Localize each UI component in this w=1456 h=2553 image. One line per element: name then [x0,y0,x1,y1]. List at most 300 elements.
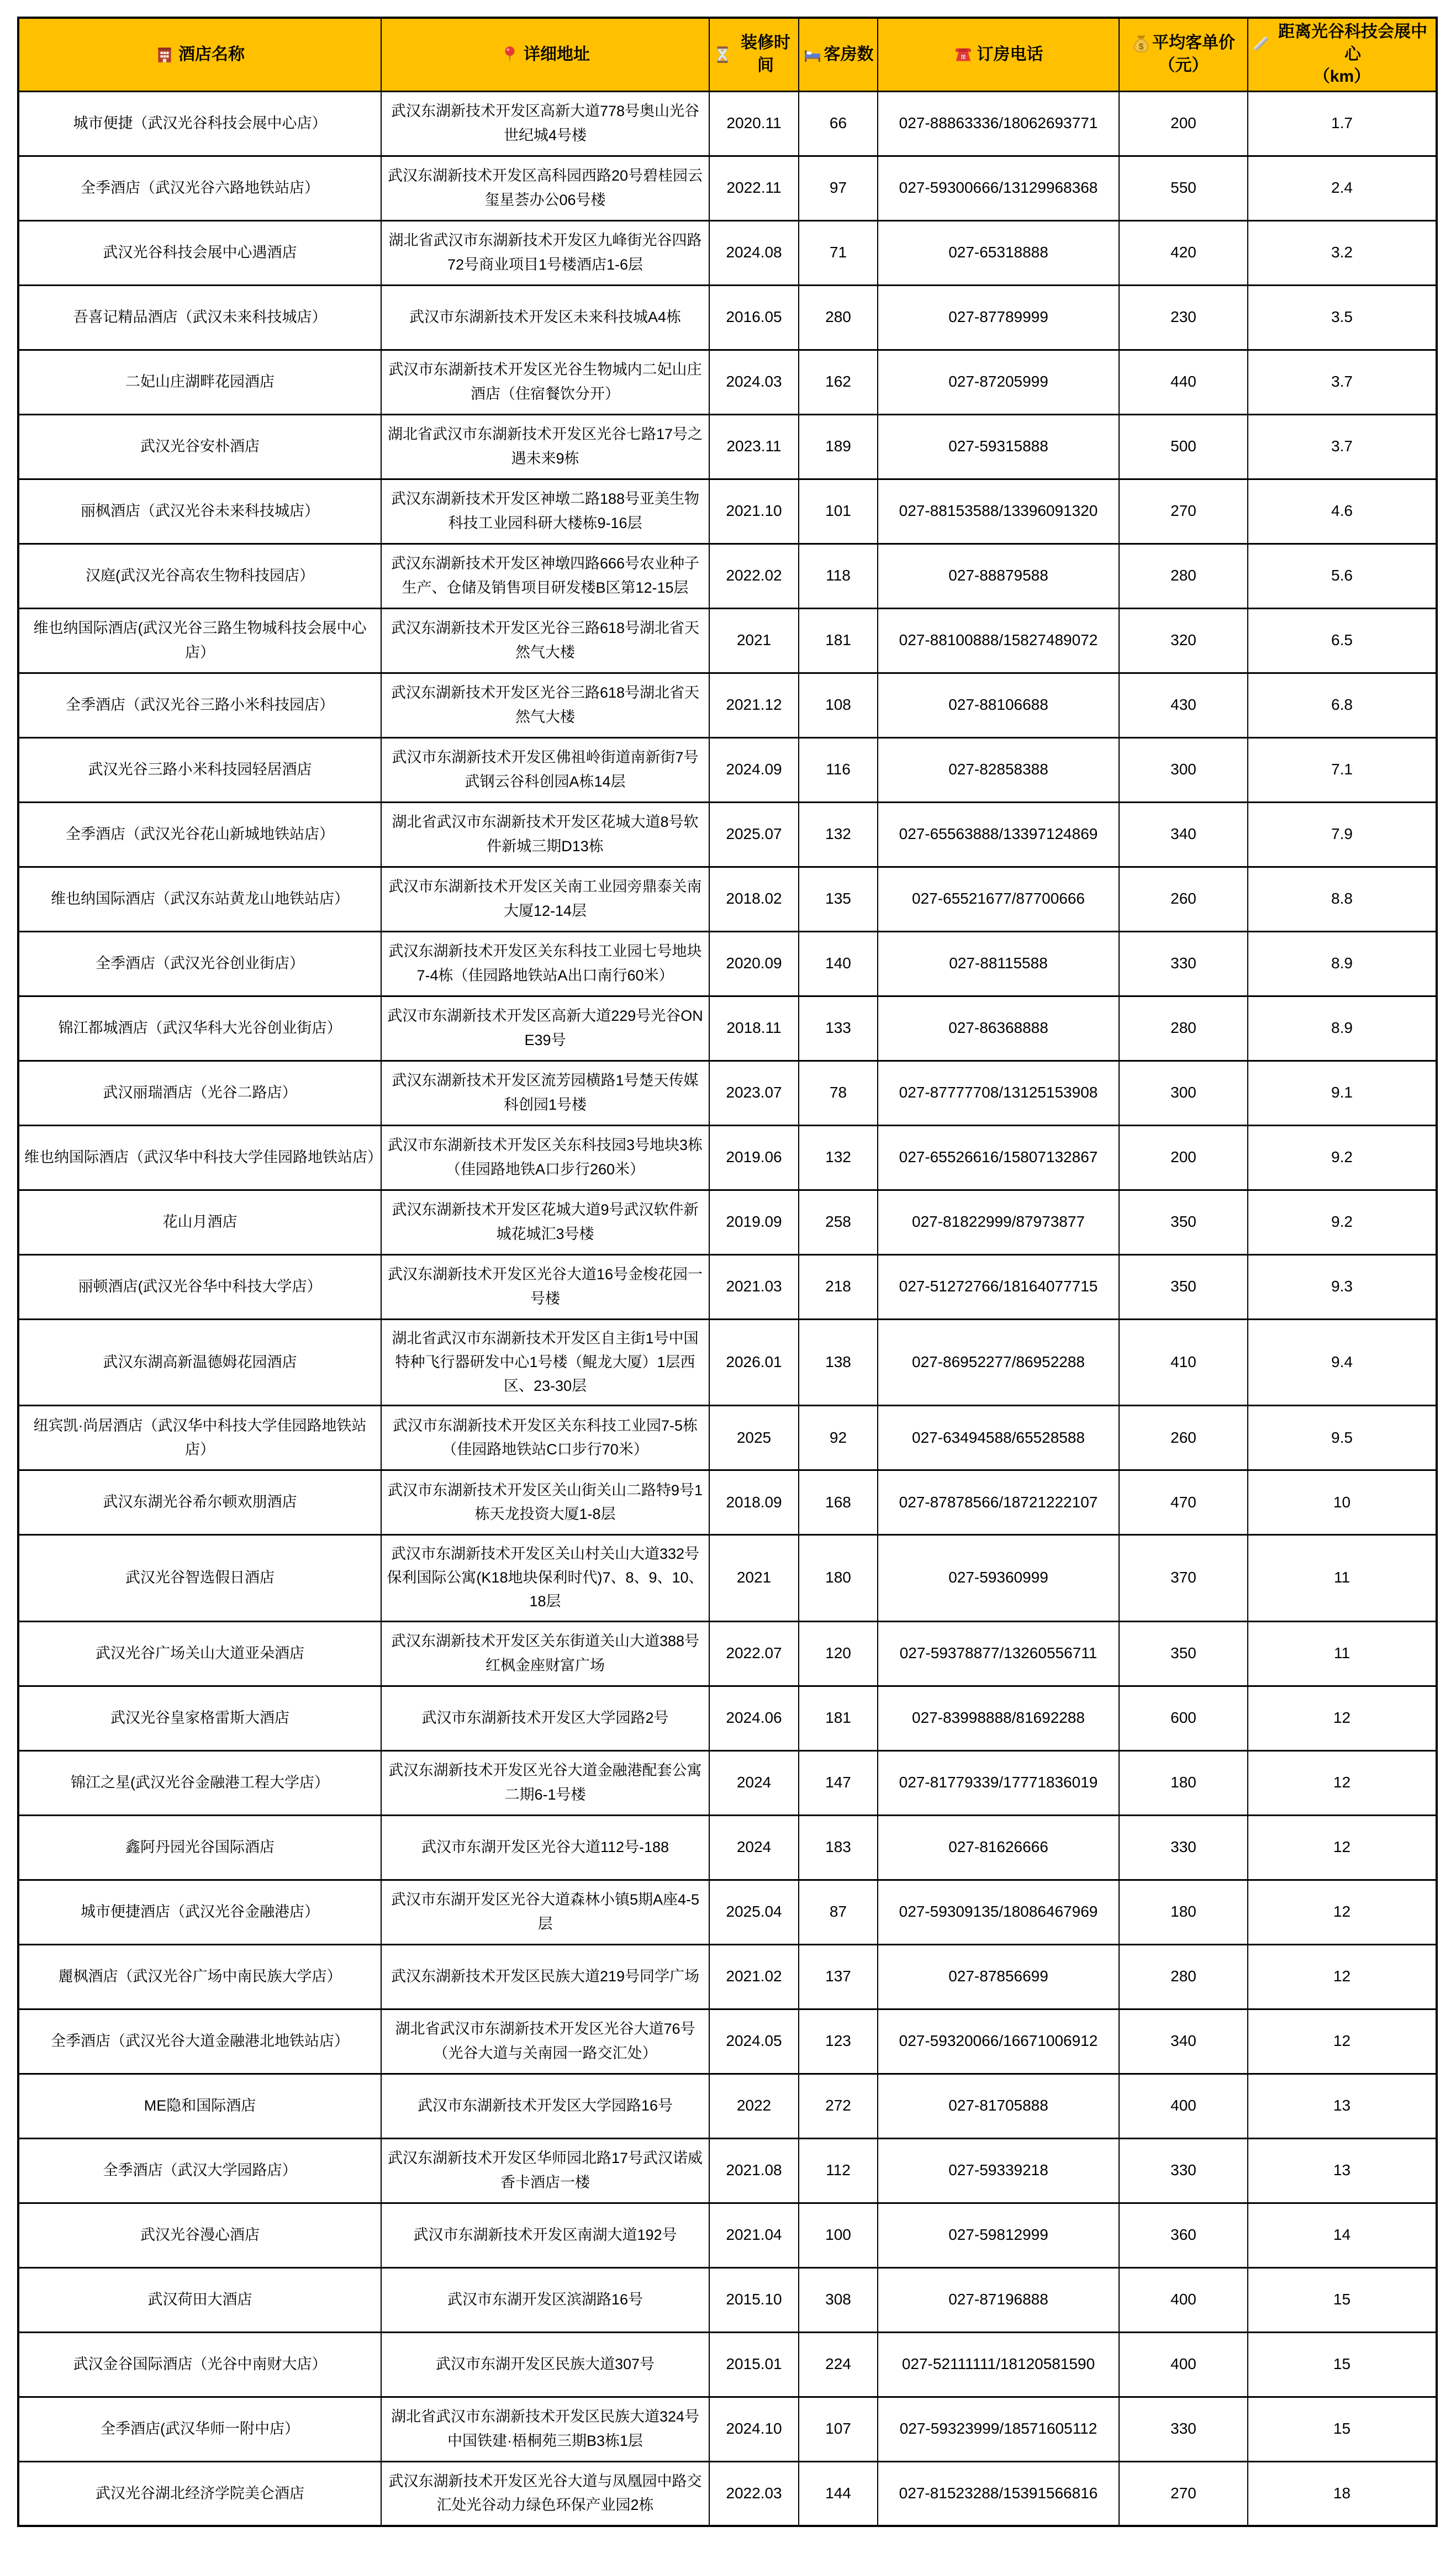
table-row [18,1535,1437,1622]
table-row [18,1686,1437,1750]
hotel-name-cell: 锦江都城酒店（武汉华科大光谷创业街店） [18,996,381,1061]
table-row [18,350,1437,414]
booking-phone-cell: 027-81779339/17771836019 [878,1750,1119,1815]
renovation-time-cell: 2024.06 [709,1686,799,1750]
address-cell: 武汉东湖新技术开发区光谷三路618号湖北省天然气大楼 [381,673,709,737]
avg-price-cell: 180 [1119,1880,1248,1944]
hotel-name-cell: 武汉光谷漫心酒店 [18,2203,381,2267]
room-count-cell: 78 [799,1061,878,1125]
address-cell: 武汉东湖新技术开发区关东科技工业园七号地块7-4栋（佳园路地铁站A出口南行60米） [381,931,709,996]
renovation-time-cell: 2021 [709,608,799,673]
table-row [18,2267,1437,2332]
distance-cell: 9.3 [1248,1254,1437,1319]
address-cell: 武汉市东湖新技术开发区佛祖岭街道南新街7号武钢云谷科创园A栋14层 [381,737,709,802]
table-row [18,737,1437,802]
table-row [18,608,1437,673]
booking-phone-cell: 027-65563888/13397124869 [878,802,1119,867]
booking-phone-cell: 027-88115588 [878,931,1119,996]
distance-cell: 12 [1248,1686,1437,1750]
avg-price-cell: 300 [1119,1061,1248,1125]
renovation-time-cell: 2025.07 [709,802,799,867]
renovation-time-cell: 2020.09 [709,931,799,996]
col-header-booking-phone [878,18,1119,91]
avg-price-cell: 180 [1119,1750,1248,1815]
table-row [18,1406,1437,1470]
hotel-name-cell: 武汉光谷三路小米科技园轻居酒店 [18,737,381,802]
hotel-name-cell: 武汉东湖高新温德姆花园酒店 [18,1319,381,1406]
address-cell: 武汉市东湖新技术开发区南湖大道192号 [381,2203,709,2267]
room-count-cell: 144 [799,2461,878,2526]
booking-phone-cell: 027-86368888 [878,996,1119,1061]
room-count-cell: 71 [799,220,878,285]
table-row [18,802,1437,867]
renovation-time-cell: 2018.09 [709,1470,799,1535]
address-cell: 武汉东湖新技术开发区光谷大道金融港配套公寓二期6-1号楼 [381,1750,709,1815]
hotel-name-cell: 全季酒店（武汉光谷大道金融港北地铁站店） [18,2009,381,2074]
table-row [18,1944,1437,2009]
avg-price-cell: 360 [1119,2203,1248,2267]
avg-price-cell: 200 [1119,91,1248,156]
distance-cell: 12 [1248,1944,1437,2009]
room-count-cell: 118 [799,544,878,608]
room-count-cell: 280 [799,285,878,350]
avg-price-cell: 440 [1119,350,1248,414]
distance-cell: 12 [1248,2009,1437,2074]
avg-price-cell: 230 [1119,285,1248,350]
renovation-time-cell: 2025.04 [709,1880,799,1944]
address-cell: 武汉东湖新技术开发区高新大道778号奥山光谷世纪城4号楼 [381,91,709,156]
col-header-label-unit: （元） [1158,56,1209,75]
address-cell: 武汉市东湖新技术开发区高新大道229号光谷ONE39号 [381,996,709,1061]
renovation-time-cell: 2024 [709,1815,799,1880]
table-row [18,1621,1437,1686]
room-count-cell: 135 [799,867,878,931]
booking-phone-cell: 027-87789999 [878,285,1119,350]
table-row [18,479,1437,544]
hotel-name-cell: 鑫阿丹园光谷国际酒店 [18,1815,381,1880]
booking-phone-cell: 027-88863336/18062693771 [878,91,1119,156]
renovation-time-cell: 2026.01 [709,1319,799,1406]
booking-phone-cell: 027-86952277/86952288 [878,1319,1119,1406]
room-count-cell: 112 [799,2138,878,2203]
distance-cell: 9.2 [1248,1125,1437,1190]
address-cell: 武汉东湖新技术开发区光谷大道16号金梭花园一号楼 [381,1254,709,1319]
col-header-label: 客房数 [824,45,874,64]
table-row [18,1190,1437,1254]
hotel-name-cell: 全季酒店（武汉大学园路店） [18,2138,381,2203]
avg-price-cell: 260 [1119,867,1248,931]
room-count-cell: 189 [799,414,878,479]
col-header-distance [1248,18,1437,91]
room-count-cell: 101 [799,479,878,544]
avg-price-cell: 400 [1119,2332,1248,2397]
table-header [18,18,1437,91]
booking-phone-cell: 027-88100888/15827489072 [878,608,1119,673]
avg-price-cell: 340 [1119,2009,1248,2074]
room-count-cell: 224 [799,2332,878,2397]
avg-price-cell: 400 [1119,2267,1248,2332]
col-header-label: 订房电话 [977,45,1043,64]
hotel-name-cell: 武汉荷田大酒店 [18,2267,381,2332]
renovation-time-cell: 2023.07 [709,1061,799,1125]
renovation-time-cell: 2018.02 [709,867,799,931]
booking-phone-cell: 027-59315888 [878,414,1119,479]
renovation-time-cell: 2024.05 [709,2009,799,2074]
hotel-name-cell: 全季酒店(武汉华师一附中店） [18,2397,381,2461]
booking-phone-cell: 027-87777708/13125153908 [878,1061,1119,1125]
renovation-time-cell: 2021.12 [709,673,799,737]
distance-cell: 13 [1248,2138,1437,2203]
col-header-label: 装修时间 [741,34,790,75]
avg-price-cell: 600 [1119,1686,1248,1750]
avg-price-cell: 350 [1119,1190,1248,1254]
room-count-cell: 258 [799,1190,878,1254]
room-count-cell: 162 [799,350,878,414]
table-row [18,1750,1437,1815]
hotel-name-cell: 纽宾凯·尚居酒店（武汉华中科技大学佳园路地铁站店） [18,1406,381,1470]
booking-phone-cell: 027-81523288/15391566816 [878,2461,1119,2526]
table-row [18,285,1437,350]
booking-phone-cell: 027-59378877/13260556711 [878,1621,1119,1686]
booking-phone-cell: 027-59360999 [878,1535,1119,1622]
hotel-name-cell: 花山月酒店 [18,1190,381,1254]
hotel-name-cell: 二妃山庄湖畔花园酒店 [18,350,381,414]
distance-cell: 12 [1248,1750,1437,1815]
distance-cell: 9.4 [1248,1319,1437,1406]
renovation-time-cell: 2019.06 [709,1125,799,1190]
distance-cell: 11 [1248,1535,1437,1622]
booking-phone-cell: 027-88879588 [878,544,1119,608]
hotel-name-cell: 维也纳国际酒店（武汉华中科技大学佳园路地铁站店） [18,1125,381,1190]
renovation-time-cell: 2021.03 [709,1254,799,1319]
renovation-time-cell: 2022.03 [709,2461,799,2526]
table-row [18,673,1437,737]
booking-phone-cell: 027-65318888 [878,220,1119,285]
distance-cell: 7.1 [1248,737,1437,802]
address-cell: 武汉东湖新技术开发区华师园北路17号武汉诺威香卡酒店一楼 [381,2138,709,2203]
distance-cell: 1.7 [1248,91,1437,156]
renovation-time-cell: 2022.02 [709,544,799,608]
distance-cell: 12 [1248,1815,1437,1880]
renovation-time-cell: 2023.11 [709,414,799,479]
table-row [18,2009,1437,2074]
renovation-time-cell: 2021 [709,1535,799,1622]
table-row [18,2074,1437,2138]
renovation-time-cell: 2016.05 [709,285,799,350]
col-header-label-unit: （km） [1313,67,1371,86]
distance-cell: 10 [1248,1470,1437,1535]
avg-price-cell: 330 [1119,931,1248,996]
room-count-cell: 308 [799,2267,878,2332]
avg-price-cell: 330 [1119,2138,1248,2203]
avg-price-cell: 430 [1119,673,1248,737]
address-cell: 武汉市东湖新技术开发区大学园路2号 [381,1686,709,1750]
distance-cell: 2.4 [1248,156,1437,220]
hotel-name-cell: 武汉光谷科技会展中心遇酒店 [18,220,381,285]
distance-cell: 3.5 [1248,285,1437,350]
distance-cell: 12 [1248,1880,1437,1944]
avg-price-cell: 300 [1119,737,1248,802]
bed-icon [803,45,822,64]
col-header-label: 酒店名称 [178,45,245,64]
address-cell: 武汉市东湖开发区民族大道307号 [381,2332,709,2397]
booking-phone-cell: 027-87878566/18721222107 [878,1470,1119,1535]
room-count-cell: 100 [799,2203,878,2267]
address-cell: 湖北省武汉市东湖新技术开发区光谷七路17号之遇未来9栋 [381,414,709,479]
distance-cell: 13 [1248,2074,1437,2138]
address-cell: 武汉市东湖新技术开发区关南工业园旁鼎泰关南大厦12-14层 [381,867,709,931]
avg-price-cell: 280 [1119,544,1248,608]
booking-phone-cell: 027-65526616/15807132867 [878,1125,1119,1190]
distance-cell: 14 [1248,2203,1437,2267]
distance-cell: 6.5 [1248,608,1437,673]
avg-price-cell: 370 [1119,1535,1248,1622]
hotel-name-cell: 城市便捷（武汉光谷科技会展中心店） [18,91,381,156]
address-cell: 武汉市东湖开发区滨湖路16号 [381,2267,709,2332]
booking-phone-cell: 027-59323999/18571605112 [878,2397,1119,2461]
room-count-cell: 123 [799,2009,878,2074]
booking-phone-cell: 027-51272766/18164077715 [878,1254,1119,1319]
distance-cell: 9.5 [1248,1406,1437,1470]
renovation-time-cell: 2024.08 [709,220,799,285]
avg-price-cell: 410 [1119,1319,1248,1406]
distance-cell: 3.7 [1248,350,1437,414]
address-cell: 武汉东湖新技术开发区光谷三路618号湖北省天然气大楼 [381,608,709,673]
renovation-time-cell: 2015.10 [709,2267,799,2332]
room-count-cell: 140 [799,931,878,996]
table-row [18,2332,1437,2397]
booking-phone-cell: 027-81626666 [878,1815,1119,1880]
distance-cell: 9.1 [1248,1061,1437,1125]
address-cell: 武汉市东湖新技术开发区关山村关山大道332号保利国际公寓(K18地块保利时代)7、8、9、10、18层 [381,1535,709,1622]
address-cell: 武汉东湖新技术开发区民族大道219号同学广场 [381,1944,709,2009]
avg-price-cell: 470 [1119,1470,1248,1535]
room-count-cell: 181 [799,608,878,673]
avg-price-cell: 350 [1119,1621,1248,1686]
col-header-label: 详细地址 [524,45,590,64]
address-cell: 武汉东湖新技术开发区流芳园横路1号楚天传媒科创园1号楼 [381,1061,709,1125]
hotel-name-cell: 维也纳国际酒店(武汉光谷三路生物城科技会展中心店） [18,608,381,673]
distance-cell: 11 [1248,1621,1437,1686]
distance-cell: 6.8 [1248,673,1437,737]
booking-phone-cell: 027-87196888 [878,2267,1119,2332]
hotel-name-cell: 全季酒店（武汉光谷三路小米科技园店） [18,673,381,737]
hotel-name-cell: 武汉光谷智选假日酒店 [18,1535,381,1622]
room-count-cell: 138 [799,1319,878,1406]
booking-phone-cell: 027-88106688 [878,673,1119,737]
table-row [18,2461,1437,2526]
booking-phone-cell: 027-82858388 [878,737,1119,802]
avg-price-cell: 280 [1119,1944,1248,2009]
address-cell: 湖北省武汉市东湖新技术开发区民族大道324号中国铁建·梧桐苑三期B3栋1层 [381,2397,709,2461]
table-row [18,1319,1437,1406]
table-row [18,2203,1437,2267]
address-cell: 武汉市东湖新技术开发区光谷生物城内二妃山庄酒店（住宿餐饮分开） [381,350,709,414]
renovation-time-cell: 2019.09 [709,1190,799,1254]
booking-phone-cell: 027-59309135/18086467969 [878,1880,1119,1944]
room-count-cell: 137 [799,1944,878,2009]
table-row [18,414,1437,479]
address-cell: 武汉市东湖新技术开发区未来科技城A4栋 [381,285,709,350]
distance-cell: 3.7 [1248,414,1437,479]
address-cell: 武汉东湖新技术开发区光谷大道与凤凰园中路交汇处光谷动力绿色环保产业园2栋 [381,2461,709,2526]
col-header-address [381,18,709,91]
hotel-name-cell: 武汉东湖光谷希尔顿欢朋酒店 [18,1470,381,1535]
renovation-time-cell: 2021.02 [709,1944,799,2009]
svg-text:$: $ [1138,42,1144,52]
room-count-cell: 168 [799,1470,878,1535]
distance-cell: 15 [1248,2332,1437,2397]
ruler-icon [1252,34,1270,53]
address-cell: 武汉市东湖新技术开发区关东科技工业园7-5栋（佳园路地铁站C口步行70米） [381,1406,709,1470]
hotel-name-cell: 锦江之星(武汉光谷金融港工程大学店） [18,1750,381,1815]
avg-price-cell: 270 [1119,479,1248,544]
booking-phone-cell: 027-59339218 [878,2138,1119,2203]
renovation-time-cell: 2024.10 [709,2397,799,2461]
renovation-time-cell: 2021.08 [709,2138,799,2203]
col-header-avg-price [1119,18,1248,91]
avg-price-cell: 260 [1119,1406,1248,1470]
avg-price-cell: 500 [1119,414,1248,479]
booking-phone-cell: 027-87205999 [878,350,1119,414]
distance-cell: 4.6 [1248,479,1437,544]
table-row [18,867,1437,931]
renovation-time-cell: 2018.11 [709,996,799,1061]
address-cell: 湖北省武汉市东湖新技术开发区花城大道8号软件新城三期D13栋 [381,802,709,867]
table-row [18,1125,1437,1190]
renovation-time-cell: 2024.09 [709,737,799,802]
room-count-cell: 107 [799,2397,878,2461]
hotel-name-cell: 维也纳国际酒店（武汉东站黄龙山地铁站店） [18,867,381,931]
renovation-time-cell: 2025 [709,1406,799,1470]
table-row [18,220,1437,285]
hotel-name-cell: 城市便捷酒店（武汉光谷金融港店） [18,1880,381,1944]
room-count-cell: 87 [799,1880,878,1944]
room-count-cell: 132 [799,802,878,867]
table-row [18,1880,1437,1944]
room-count-cell: 92 [799,1406,878,1470]
address-cell: 武汉东湖新技术开发区关东街道关山大道388号红枫金座财富广场 [381,1621,709,1686]
table-row [18,2397,1437,2461]
address-cell: 湖北省武汉市东湖新技术开发区自主街1号中国特种飞行器研发中心1号楼（鲲龙大厦）1层西区、23-30层 [381,1319,709,1406]
phone-icon [954,45,973,64]
booking-phone-cell: 027-81822999/87973877 [878,1190,1119,1254]
hotel-icon [155,45,174,64]
hotel-name-cell: 吾喜记精品酒店（武汉未来科技城店） [18,285,381,350]
booking-phone-cell: 027-87856699 [878,1944,1119,2009]
renovation-time-cell: 2021.10 [709,479,799,544]
distance-cell: 5.6 [1248,544,1437,608]
renovation-time-cell: 2024 [709,1750,799,1815]
address-cell: 武汉市东湖新技术开发区大学园路16号 [381,2074,709,2138]
room-count-cell: 218 [799,1254,878,1319]
hotel-name-cell: 全季酒店（武汉光谷创业街店） [18,931,381,996]
avg-price-cell: 350 [1119,1254,1248,1319]
table-row [18,2138,1437,2203]
address-cell: 湖北省武汉市东湖新技术开发区九峰街光谷四路72号商业项目1号楼酒店1-6层 [381,220,709,285]
room-count-cell: 132 [799,1125,878,1190]
room-count-cell: 116 [799,737,878,802]
distance-cell: 15 [1248,2267,1437,2332]
renovation-time-cell: 2020.11 [709,91,799,156]
distance-cell: 9.2 [1248,1190,1437,1254]
address-cell: 武汉东湖新技术开发区花城大道9号武汉软件新城花城汇3号楼 [381,1190,709,1254]
booking-phone-cell: 027-59300666/13129968368 [878,156,1119,220]
address-cell: 武汉东湖新技术开发区高科园西路20号碧桂园云玺星荟办公06号楼 [381,156,709,220]
hotel-name-cell: 丽枫酒店（武汉光谷未来科技城店） [18,479,381,544]
hotel-name-cell: 武汉光谷皇家格雷斯大酒店 [18,1686,381,1750]
header-row [18,18,1437,91]
hotel-name-cell: 丽顿酒店(武汉光谷华中科技大学店） [18,1254,381,1319]
renovation-time-cell: 2024.03 [709,350,799,414]
hotel-name-cell: 汉庭(武汉光谷高农生物科技园店） [18,544,381,608]
hotel-table [17,17,1438,2527]
pin-icon [500,45,519,64]
address-cell: 武汉市东湖开发区光谷大道森林小镇5期A座4-5层 [381,1880,709,1944]
hotel-name-cell: 武汉光谷广场关山大道亚朵酒店 [18,1621,381,1686]
address-cell: 武汉东湖新技术开发区神墩二路188号亚美生物科技工业园科研大楼栋9-16层 [381,479,709,544]
avg-price-cell: 330 [1119,2397,1248,2461]
col-header-label: 距离光谷科技会展中心 [1278,23,1427,64]
address-cell: 湖北省武汉市东湖新技术开发区光谷大道76号（光谷大道与关南园一路交汇处） [381,2009,709,2074]
room-count-cell: 183 [799,1815,878,1880]
booking-phone-cell: 027-59320066/16671006912 [878,2009,1119,2074]
renovation-time-cell: 2022 [709,2074,799,2138]
distance-cell: 3.2 [1248,220,1437,285]
renovation-time-cell: 2022.07 [709,1621,799,1686]
distance-cell: 8.9 [1248,931,1437,996]
avg-price-cell: 420 [1119,220,1248,285]
moneybag-icon [1132,34,1151,53]
booking-phone-cell: 027-65521677/87700666 [878,867,1119,931]
table-row [18,91,1437,156]
avg-price-cell: 200 [1119,1125,1248,1190]
hotel-name-cell: 全季酒店（武汉光谷花山新城地铁站店） [18,802,381,867]
room-count-cell: 120 [799,1621,878,1686]
table-body [18,91,1437,2526]
table-row [18,1815,1437,1880]
room-count-cell: 97 [799,156,878,220]
room-count-cell: 147 [799,1750,878,1815]
avg-price-cell: 550 [1119,156,1248,220]
renovation-time-cell: 2015.01 [709,2332,799,2397]
avg-price-cell: 330 [1119,1815,1248,1880]
booking-phone-cell: 027-52111111/18120581590 [878,2332,1119,2397]
avg-price-cell: 400 [1119,2074,1248,2138]
distance-cell: 8.8 [1248,867,1437,931]
room-count-cell: 108 [799,673,878,737]
table-row [18,1470,1437,1535]
address-cell: 武汉市东湖新技术开发区关东科技园3号地块3栋（佳园路地铁A口步行260米） [381,1125,709,1190]
hotel-name-cell: 武汉光谷安朴酒店 [18,414,381,479]
renovation-time-cell: 2021.04 [709,2203,799,2267]
col-header-room-count [799,18,878,91]
table-row [18,156,1437,220]
table-row [18,1254,1437,1319]
distance-cell: 8.9 [1248,996,1437,1061]
room-count-cell: 181 [799,1686,878,1750]
room-count-cell: 66 [799,91,878,156]
room-count-cell: 133 [799,996,878,1061]
booking-phone-cell: 027-81705888 [878,2074,1119,2138]
hotel-name-cell: 麗枫酒店（武汉光谷广场中南民族大学店） [18,1944,381,2009]
distance-cell: 15 [1248,2397,1437,2461]
avg-price-cell: 270 [1119,2461,1248,2526]
distance-cell: 7.9 [1248,802,1437,867]
booking-phone-cell: 027-83998888/81692288 [878,1686,1119,1750]
avg-price-cell: 320 [1119,608,1248,673]
booking-phone-cell: 027-59812999 [878,2203,1119,2267]
